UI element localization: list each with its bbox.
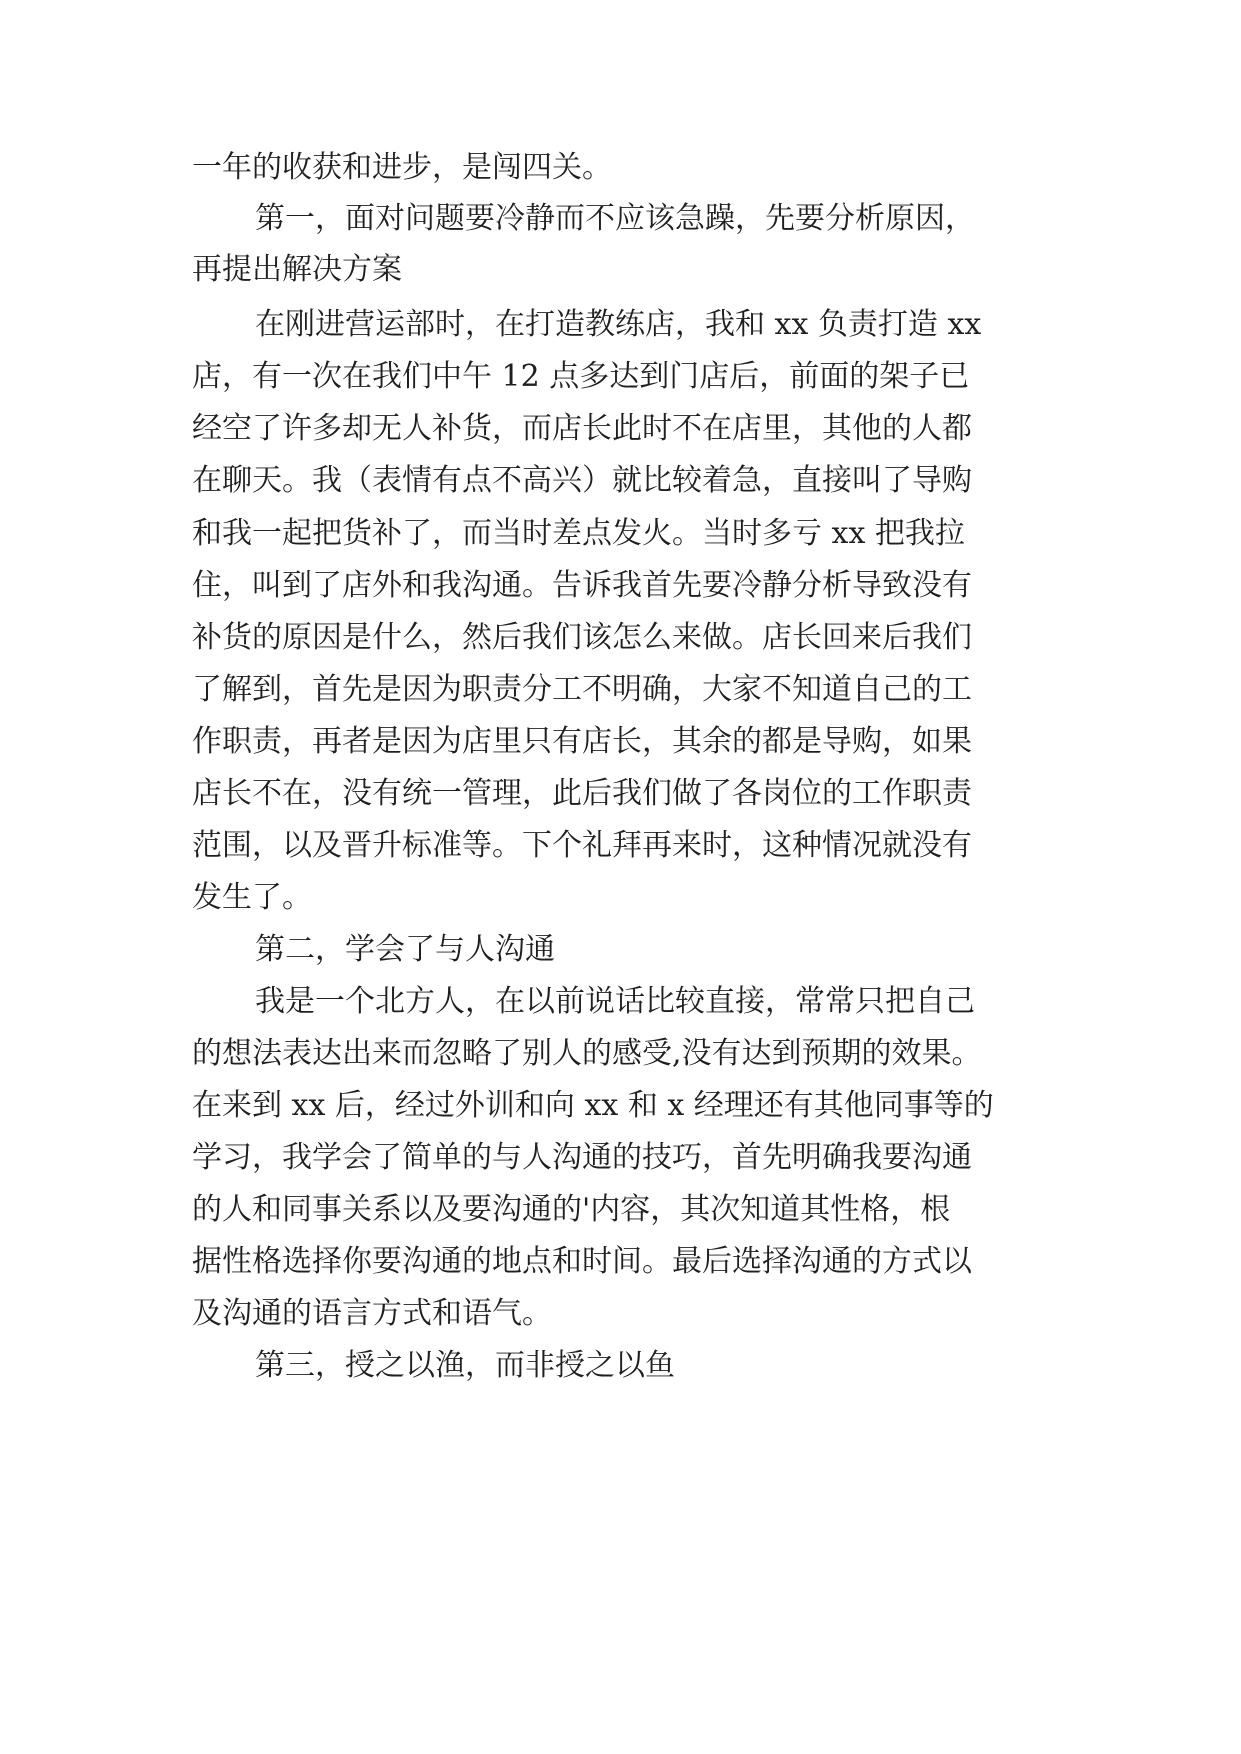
- heading-first: 第一，面对问题要冷静而不应该急躁，先要分析原因，: [255, 201, 975, 236]
- text-line: 了解到，首先是因为职责分工不明确，大家不知道自己的工: [192, 672, 972, 707]
- text-line: 店，有一次在我们中午 12 点多达到门店后，前面的架子已: [192, 359, 970, 394]
- text-line: 住，叫到了店外和我沟通。告诉我首先要冷静分析导致没有: [192, 568, 972, 603]
- text-line: 及沟通的语言方式和语气。: [192, 1296, 552, 1331]
- text-line: 的人和同事关系以及要沟通的'内容，其次知道其性格，根: [192, 1192, 951, 1227]
- text-line: 据性格选择你要沟通的地点和时间。最后选择沟通的方式以: [192, 1244, 972, 1279]
- text-line: 范围，以及晋升标准等。下个礼拜再来时，这种情况就没有: [192, 828, 972, 863]
- text-line: 学习，我学会了简单的与人沟通的技巧，首先明确我要沟通: [192, 1140, 972, 1175]
- paragraph-start: 我是一个北方人，在以前说话比较直接，常常只把自己: [255, 984, 975, 1019]
- text-line: 的想法表达出来而忽略了别人的感受,没有达到预期的效果。: [192, 1036, 982, 1071]
- text-line: 店长不在，没有统一管理，此后我们做了各岗位的工作职责: [192, 776, 972, 811]
- text-line: 经空了许多却无人补货，而店长此时不在店里，其他的人都: [192, 411, 972, 446]
- heading-second: 第二，学会了与人沟通: [255, 932, 555, 967]
- text-line: 在聊天。我（表情有点不高兴）就比较着急，直接叫了导购: [192, 463, 972, 498]
- text-line: 一年的收获和进步，是闯四关。: [192, 150, 612, 185]
- text-line: 和我一起把货补了，而当时差点发火。当时多亏 xx 把我拉: [192, 516, 965, 551]
- text-line: 作职责，再者是因为店里只有店长，其余的都是导购，如果: [192, 724, 972, 759]
- paragraph-start: 在刚进营运部时，在打造教练店，我和 xx 负责打造 xx: [255, 307, 982, 342]
- text-line: 发生了。: [192, 880, 312, 915]
- heading-third: 第三，授之以渔，而非授之以鱼: [255, 1348, 675, 1383]
- text-line: 在来到 xx 后，经过外训和向 xx 和 x 经理还有其他同事等的: [192, 1088, 994, 1123]
- text-line: 补货的原因是什么，然后我们该怎么来做。店长回来后我们: [192, 620, 972, 655]
- text-line: 再提出解决方案: [192, 252, 402, 287]
